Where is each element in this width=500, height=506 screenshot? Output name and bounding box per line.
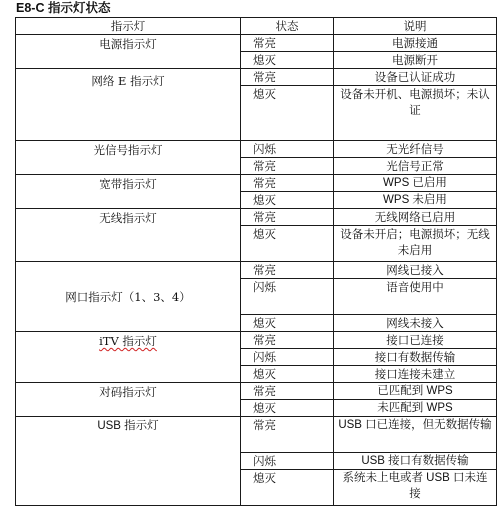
description-cell: 电源接通 bbox=[334, 35, 497, 52]
table-row bbox=[16, 175, 497, 192]
description-cell: 设备未开启；电源损坏；无线未启用 bbox=[334, 226, 497, 262]
table-row bbox=[16, 209, 497, 226]
description-cell: 电源断开 bbox=[334, 52, 497, 69]
header-state: 状态 bbox=[241, 18, 334, 35]
description-cell: 接口已连接 bbox=[334, 332, 497, 349]
description-cell: 设备已认证成功 bbox=[334, 69, 497, 86]
indicator-status-table bbox=[15, 17, 497, 506]
description-cell: USB 口已连接，但无数据传输 bbox=[334, 417, 497, 453]
header-indicator: 指示灯 bbox=[16, 18, 241, 35]
description-cell: 网线未接入 bbox=[334, 315, 497, 332]
table-row bbox=[16, 69, 497, 86]
indicator-name bbox=[16, 332, 241, 383]
indicator-name: 电源指示灯 bbox=[16, 35, 241, 69]
description-cell: WPS 未启用 bbox=[334, 192, 497, 209]
state-cell: 闪烁 bbox=[241, 141, 334, 158]
table-row bbox=[16, 141, 497, 158]
table-row bbox=[16, 383, 497, 400]
table-row bbox=[16, 262, 497, 279]
description-cell: 系统未上电或者 USB 口未连接 bbox=[334, 470, 497, 506]
state-cell: 熄灭 bbox=[241, 400, 334, 417]
state-cell: 常亮 bbox=[241, 209, 334, 226]
state-cell: 常亮 bbox=[241, 417, 334, 453]
indicator-name: 网络 E 指示灯 bbox=[16, 69, 241, 141]
description-cell: USB 接口有数据传输 bbox=[334, 453, 497, 470]
description-cell: 无线网络已启用 bbox=[334, 209, 497, 226]
indicator-name: 宽带指示灯 bbox=[16, 175, 241, 209]
state-cell: 熄灭 bbox=[241, 315, 334, 332]
description-cell: 网线已接入 bbox=[334, 262, 497, 279]
state-cell: 闪烁 bbox=[241, 279, 334, 315]
state-cell: 常亮 bbox=[241, 158, 334, 175]
state-cell: 闪烁 bbox=[241, 453, 334, 470]
state-cell: 常亮 bbox=[241, 35, 334, 52]
description-cell: 接口有数据传输 bbox=[334, 349, 497, 366]
state-cell: 熄灭 bbox=[241, 192, 334, 209]
header-description: 说明 bbox=[334, 18, 497, 35]
description-cell: 未匹配到 WPS bbox=[334, 400, 497, 417]
state-cell: 常亮 bbox=[241, 332, 334, 349]
table-row bbox=[16, 35, 497, 52]
state-cell: 熄灭 bbox=[241, 86, 334, 141]
description-cell: WPS 已启用 bbox=[334, 175, 497, 192]
indicator-name: USB 指示灯 bbox=[16, 417, 241, 506]
indicator-name-text: iTV 指示灯 bbox=[99, 334, 157, 348]
description-cell: 已匹配到 WPS bbox=[334, 383, 497, 400]
indicator-name: 对码指示灯 bbox=[16, 383, 241, 417]
state-cell: 熄灭 bbox=[241, 52, 334, 69]
table-header-row bbox=[16, 18, 497, 35]
state-cell: 闪烁 bbox=[241, 349, 334, 366]
indicator-name: 无线指示灯 bbox=[16, 209, 241, 262]
state-cell: 常亮 bbox=[241, 383, 334, 400]
table-row bbox=[16, 417, 497, 453]
description-cell: 接口连接未建立 bbox=[334, 366, 497, 383]
indicator-name: 网口指示灯（1、3、4） bbox=[16, 262, 241, 332]
description-cell: 无光纤信号 bbox=[334, 141, 497, 158]
description-cell: 语音使用中 bbox=[334, 279, 497, 315]
state-cell: 熄灭 bbox=[241, 470, 334, 506]
description-cell: 设备未开机、电源损坏；未认证 bbox=[334, 86, 497, 141]
table-row bbox=[16, 332, 497, 349]
state-cell: 熄灭 bbox=[241, 226, 334, 262]
state-cell: 常亮 bbox=[241, 175, 334, 192]
state-cell: 常亮 bbox=[241, 69, 334, 86]
document-title: E8-C 指示灯状态 bbox=[16, 1, 111, 15]
indicator-name: 光信号指示灯 bbox=[16, 141, 241, 175]
state-cell: 常亮 bbox=[241, 262, 334, 279]
description-cell: 光信号正常 bbox=[334, 158, 497, 175]
state-cell: 熄灭 bbox=[241, 366, 334, 383]
